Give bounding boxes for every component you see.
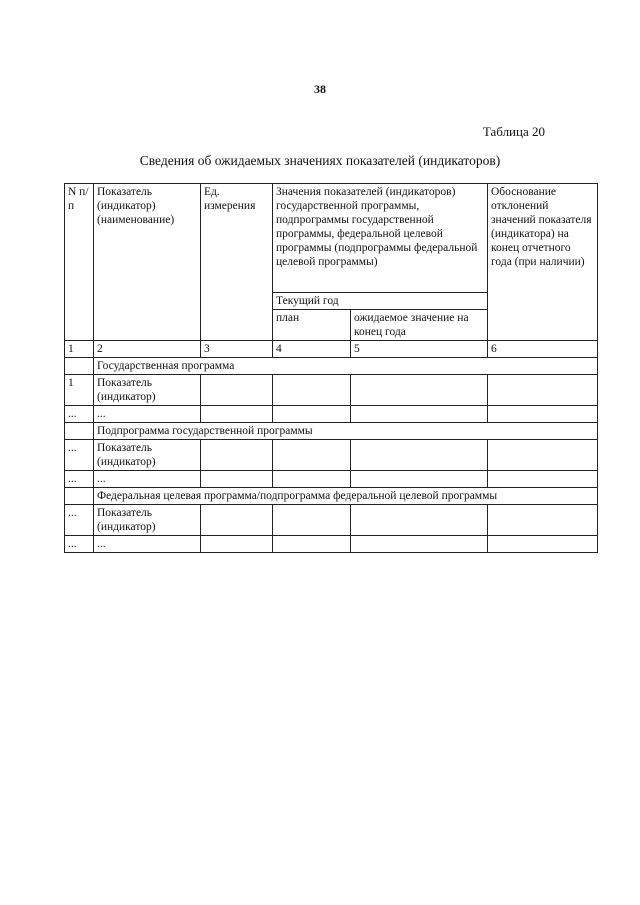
column-number-row <box>65 341 598 358</box>
section-state-program: Государственная программа <box>94 358 598 375</box>
table-row <box>65 536 598 553</box>
table-row <box>65 505 598 536</box>
column-number: 2 <box>94 341 201 358</box>
row-number: ... <box>65 406 94 423</box>
column-number: 6 <box>488 341 598 358</box>
row-number: 1 <box>65 375 94 406</box>
column-number: 4 <box>273 341 351 358</box>
indicator-cell: Показатель (индикатор) <box>94 505 201 536</box>
section-row <box>65 488 598 505</box>
ellipsis-cell: ... <box>94 471 201 488</box>
header-values-group: Значения показателей (индикаторов) государственной программы, подпрограммы государственной программы, федеральной целевой программы (подпрограммы федеральной целевой программы) <box>273 184 488 293</box>
page-number: 38 <box>314 82 326 96</box>
ellipsis-cell: ... <box>94 406 201 423</box>
section-row <box>65 358 598 375</box>
column-number: 5 <box>351 341 488 358</box>
indicator-cell: Показатель (индикатор) <box>94 440 201 471</box>
indicator-cell: Показатель (индикатор) <box>94 375 201 406</box>
table-row <box>65 440 598 471</box>
section-row <box>65 423 598 440</box>
row-number: ... <box>65 536 94 553</box>
section-federal-program: Федеральная целевая программа/подпрограмма федеральной целевой программы <box>94 488 598 505</box>
header-indicator: Показатель (индикатор) (наименование) <box>94 184 201 341</box>
header-justification: Обоснование отклонений значений показателя (индикатора) на конец отчетного года (при наличии) <box>488 184 598 341</box>
header-number: N п/п <box>65 184 94 341</box>
document-title: Сведения об ожидаемых значениях показателей (индикаторов) <box>139 153 501 168</box>
row-number: ... <box>65 440 94 471</box>
row-number: ... <box>65 471 94 488</box>
column-number: 3 <box>201 341 273 358</box>
table-row <box>65 406 598 423</box>
header-current-year: Текущий год <box>273 293 488 310</box>
header-row <box>65 184 598 293</box>
section-subprogram: Подпрограмма государственной программы <box>94 423 598 440</box>
table-row <box>65 375 598 406</box>
header-expected: ожидаемое значение на конец года <box>351 310 488 341</box>
row-number: ... <box>65 505 94 536</box>
ellipsis-cell: ... <box>94 536 201 553</box>
header-unit: Ед. измерения <box>201 184 273 341</box>
table-row <box>65 471 598 488</box>
header-plan: план <box>273 310 351 341</box>
table-label: Таблица 20 <box>482 124 545 139</box>
indicators-table <box>64 183 598 553</box>
column-number: 1 <box>65 341 94 358</box>
